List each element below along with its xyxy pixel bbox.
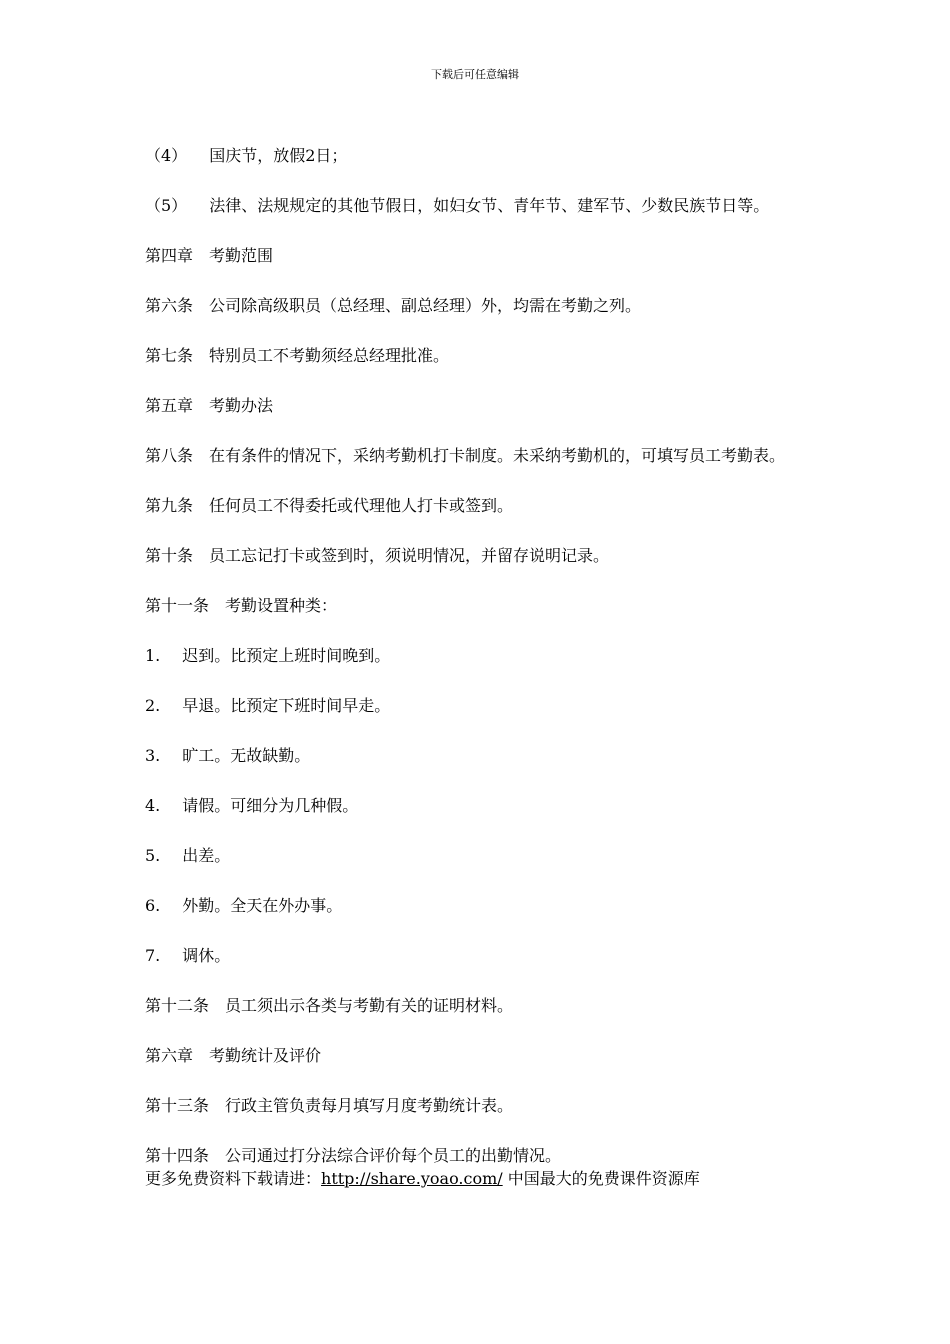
article-text: 行政主管负责每月填写月度考勤统计表。 [225, 1096, 514, 1115]
list-text: 调休。 [182, 946, 231, 965]
article-number: 第六条 [145, 296, 194, 315]
article [145, 294, 810, 318]
document-body [145, 144, 810, 1190]
list-number: 6. [145, 896, 161, 915]
chapter-title: 考勤范围 [209, 246, 274, 265]
article-text: 公司除高级职员（总经理、副总经理）外，均需在考勤之列。 [209, 296, 642, 315]
list-number: 7. [145, 946, 161, 965]
list-text: 旷工。无故缺勤。 [182, 746, 311, 765]
paragraph-number: （4） [145, 146, 188, 165]
chapter-number: 第六章 [145, 1046, 194, 1065]
article-text: 在有条件的情况下，采纳考勤机打卡制度。未采纳考勤机的，可填写员工考勤表。 [209, 446, 786, 465]
list-number: 1. [145, 646, 161, 665]
article-text: 公司通过打分法综合评价每个员工的出勤情况。 [225, 1146, 562, 1165]
list-text: 外勤。全天在外办事。 [182, 896, 343, 915]
article [145, 1144, 810, 1168]
page-header: 下载后可任意编辑 [431, 68, 519, 81]
article [145, 544, 810, 568]
list-text: 出差。 [182, 846, 231, 865]
footer-prefix: 更多免费资料下载请进： [145, 1169, 322, 1188]
list-item [145, 744, 810, 768]
list-item [145, 944, 810, 968]
chapter-heading [145, 244, 810, 268]
article-number: 第八条 [145, 446, 194, 465]
list-text: 请假。可细分为几种假。 [182, 796, 359, 815]
chapter-heading [145, 1044, 810, 1068]
list-number: 4. [145, 796, 161, 815]
article-text: 任何员工不得委托或代理他人打卡或签到。 [209, 496, 514, 515]
article [145, 444, 810, 468]
list-number: 3. [145, 746, 161, 765]
article [145, 594, 810, 618]
list-text: 早退。比预定下班时间早走。 [182, 696, 391, 715]
list-item [145, 794, 810, 818]
article [145, 494, 810, 518]
list-text: 迟到。比预定上班时间晚到。 [182, 646, 391, 665]
article-number: 第十一条 [145, 596, 210, 615]
paragraph [145, 144, 810, 168]
list-item [145, 644, 810, 668]
article-text: 特别员工不考勤须经总经理批准。 [209, 346, 450, 365]
article [145, 1094, 810, 1118]
list-number: 5. [145, 846, 161, 865]
list-number: 2. [145, 696, 161, 715]
list-item [145, 844, 810, 868]
list-item [145, 894, 810, 918]
paragraph-text: 国庆节，放假2日； [209, 146, 348, 165]
article-number: 第九条 [145, 496, 194, 515]
article-number: 第十条 [145, 546, 194, 565]
footer-link[interactable]: http://share.yoao.com/ [321, 1169, 503, 1188]
chapter-title: 考勤统计及评价 [209, 1046, 322, 1065]
article-number: 第十四条 [145, 1146, 210, 1165]
article-number: 第十三条 [145, 1096, 210, 1115]
list-item [145, 694, 810, 718]
chapter-number: 第四章 [145, 246, 194, 265]
article-text: 员工忘记打卡或签到时，须说明情况，并留存说明记录。 [209, 546, 610, 565]
chapter-number: 第五章 [145, 396, 194, 415]
footer-suffix: 中国最大的免费课件资源库 [502, 1169, 700, 1188]
article [145, 344, 810, 368]
paragraph [145, 194, 810, 218]
chapter-title: 考勤办法 [209, 396, 274, 415]
article-number: 第十二条 [145, 996, 210, 1015]
paragraph-number: （5） [145, 196, 188, 215]
paragraph-text: 法律、法规规定的其他节假日，如妇女节、青年节、建军节、少数民族节日等。 [209, 196, 770, 215]
article-text: 员工须出示各类与考勤有关的证明材料。 [225, 996, 514, 1015]
article-number: 第七条 [145, 346, 194, 365]
article-text: 考勤设置种类： [225, 596, 338, 615]
chapter-heading [145, 394, 810, 418]
footer-promo [145, 1168, 810, 1190]
article [145, 994, 810, 1018]
